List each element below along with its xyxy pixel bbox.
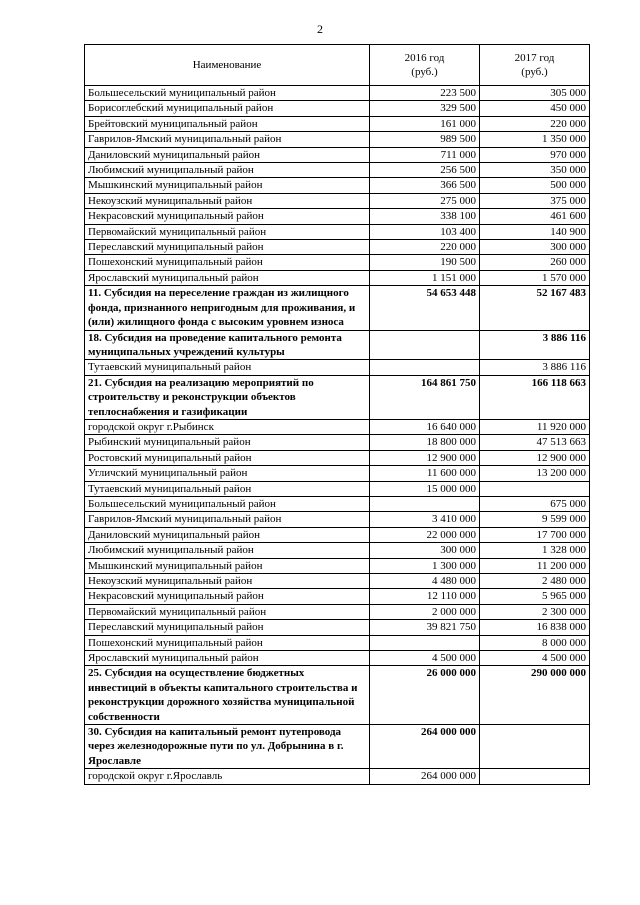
row-value-2016: 989 500: [370, 132, 480, 147]
table-row: [85, 435, 590, 450]
table-row: [85, 620, 590, 635]
row-name-cell: Любимский муниципальный район: [85, 543, 370, 558]
table-section-row: [85, 375, 590, 419]
table-row: [85, 558, 590, 573]
row-value-2017: 140 900: [480, 224, 590, 239]
table-row: [85, 132, 590, 147]
row-value-2017: 675 000: [480, 496, 590, 511]
row-name-cell: Некоузский муниципальный район: [85, 193, 370, 208]
column-header-2017-unit: (руб.): [521, 66, 548, 78]
row-value-2017: 12 900 000: [480, 450, 590, 465]
row-name-cell: 11. Субсидия на переселение граждан из жилищного фонда, признанного непригодным для проживания, и (или) жилищного фонда с высоким уровнем износа: [85, 286, 370, 330]
row-value-2017: [480, 481, 590, 496]
row-value-2016: 275 000: [370, 193, 480, 208]
row-name-cell: Любимский муниципальный район: [85, 163, 370, 178]
table-row: [85, 481, 590, 496]
row-value-2016: 223 500: [370, 86, 480, 101]
row-value-2017: 8 000 000: [480, 635, 590, 650]
row-name-cell: Ярославский муниципальный район: [85, 651, 370, 666]
row-value-2017: 2 300 000: [480, 604, 590, 619]
table-body: [85, 86, 590, 785]
column-header-2017: [480, 45, 590, 86]
row-value-2016: 16 640 000: [370, 419, 480, 434]
row-value-2017: 305 000: [480, 86, 590, 101]
table-row: [85, 496, 590, 511]
row-value-2017: 1 328 000: [480, 543, 590, 558]
row-name-cell: Мышкинский муниципальный район: [85, 178, 370, 193]
table-row: [85, 360, 590, 375]
row-name-cell: Гаврилов-Ямский муниципальный район: [85, 132, 370, 147]
table-row: [85, 604, 590, 619]
row-value-2016: 300 000: [370, 543, 480, 558]
table-section-row: [85, 666, 590, 725]
column-header-2016-year: 2016 год: [404, 51, 445, 64]
table-row: [85, 635, 590, 650]
row-value-2017: 166 118 663: [480, 375, 590, 419]
row-name-cell: Угличский муниципальный район: [85, 466, 370, 481]
row-value-2016: 103 400: [370, 224, 480, 239]
table-row: [85, 101, 590, 116]
table-row: [85, 769, 590, 784]
column-header-2016-unit: (руб.): [411, 66, 438, 78]
row-value-2016: [370, 496, 480, 511]
row-value-2017: 13 200 000: [480, 466, 590, 481]
row-value-2016: 39 821 750: [370, 620, 480, 635]
row-name-cell: 18. Субсидия на проведение капитального ремонта муниципальных учреждений культуры: [85, 330, 370, 360]
row-name-cell: 25. Субсидия на осуществление бюджетных инвестиций в объекты капитального строительства и реконструкции дорожного хозяйства муниципальной собственности: [85, 666, 370, 725]
column-header-2017-year: 2017 год: [514, 51, 555, 64]
row-name-cell: Тутаевский муниципальный район: [85, 481, 370, 496]
table-row: [85, 209, 590, 224]
row-name-cell: 21. Субсидия на реализацию мероприятий по строительству и реконструкции объектов теплоснабжения и газификации: [85, 375, 370, 419]
table-row: [85, 651, 590, 666]
row-name-cell: Большесельский муниципальный район: [85, 86, 370, 101]
table-row: [85, 116, 590, 131]
row-value-2016: 366 500: [370, 178, 480, 193]
row-name-cell: Даниловский муниципальный район: [85, 147, 370, 162]
row-value-2017: 11 920 000: [480, 419, 590, 434]
row-name-cell: Некоузский муниципальный район: [85, 574, 370, 589]
row-name-cell: Пошехонский муниципальный район: [85, 255, 370, 270]
row-value-2016: 15 000 000: [370, 481, 480, 496]
table-row: [85, 163, 590, 178]
row-value-2017: 375 000: [480, 193, 590, 208]
row-value-2016: 26 000 000: [370, 666, 480, 725]
row-value-2016: 161 000: [370, 116, 480, 131]
table-row: [85, 224, 590, 239]
row-value-2016: 338 100: [370, 209, 480, 224]
row-value-2017: 16 838 000: [480, 620, 590, 635]
row-value-2016: 12 900 000: [370, 450, 480, 465]
table-section-row: [85, 286, 590, 330]
table-row: [85, 527, 590, 542]
row-value-2016: 264 000 000: [370, 725, 480, 769]
table-row: [85, 419, 590, 434]
row-value-2017: 17 700 000: [480, 527, 590, 542]
table-row: [85, 178, 590, 193]
row-value-2016: [370, 635, 480, 650]
row-value-2017: 5 965 000: [480, 589, 590, 604]
table-row: [85, 240, 590, 255]
row-value-2016: 164 861 750: [370, 375, 480, 419]
row-name-cell: Первомайский муниципальный район: [85, 224, 370, 239]
row-value-2016: 12 110 000: [370, 589, 480, 604]
row-value-2017: 47 513 663: [480, 435, 590, 450]
table-row: [85, 574, 590, 589]
table-row: [85, 193, 590, 208]
row-name-cell: Переславский муниципальный район: [85, 620, 370, 635]
row-name-cell: Некрасовский муниципальный район: [85, 209, 370, 224]
row-value-2017: 9 599 000: [480, 512, 590, 527]
row-value-2017: [480, 725, 590, 769]
row-value-2016: 54 653 448: [370, 286, 480, 330]
row-name-cell: Пошехонский муниципальный район: [85, 635, 370, 650]
table-row: [85, 270, 590, 285]
row-name-cell: Первомайский муниципальный район: [85, 604, 370, 619]
row-name-cell: Некрасовский муниципальный район: [85, 589, 370, 604]
row-name-cell: Брейтовский муниципальный район: [85, 116, 370, 131]
row-value-2017: 2 480 000: [480, 574, 590, 589]
row-value-2017: 3 886 116: [480, 330, 590, 360]
table-section-row: [85, 725, 590, 769]
row-value-2017: [480, 769, 590, 784]
row-value-2017: 220 000: [480, 116, 590, 131]
row-value-2016: [370, 330, 480, 360]
row-name-cell: Ростовский муниципальный район: [85, 450, 370, 465]
row-value-2017: 450 000: [480, 101, 590, 116]
row-value-2017: 52 167 483: [480, 286, 590, 330]
row-value-2016: 1 300 000: [370, 558, 480, 573]
row-value-2016: 1 151 000: [370, 270, 480, 285]
row-name-cell: городской округ г.Рыбинск: [85, 419, 370, 434]
row-value-2016: 329 500: [370, 101, 480, 116]
row-value-2017: 500 000: [480, 178, 590, 193]
row-name-cell: Мышкинский муниципальный район: [85, 558, 370, 573]
row-value-2016: 4 500 000: [370, 651, 480, 666]
subsidy-table: [84, 44, 590, 785]
row-value-2016: 11 600 000: [370, 466, 480, 481]
row-value-2017: 260 000: [480, 255, 590, 270]
table-row: [85, 86, 590, 101]
row-value-2017: 1 350 000: [480, 132, 590, 147]
row-name-cell: Даниловский муниципальный район: [85, 527, 370, 542]
table-header-row: [85, 45, 590, 86]
row-name-cell: Большесельский муниципальный район: [85, 496, 370, 511]
row-value-2016: 256 500: [370, 163, 480, 178]
row-value-2016: 711 000: [370, 147, 480, 162]
table-row: [85, 512, 590, 527]
row-name-cell: Переславский муниципальный район: [85, 240, 370, 255]
table-row: [85, 255, 590, 270]
row-value-2017: 11 200 000: [480, 558, 590, 573]
row-value-2017: 461 600: [480, 209, 590, 224]
row-value-2017: 1 570 000: [480, 270, 590, 285]
row-value-2016: 22 000 000: [370, 527, 480, 542]
row-value-2017: 300 000: [480, 240, 590, 255]
row-value-2017: 970 000: [480, 147, 590, 162]
column-header-name: Наименование: [85, 45, 370, 86]
row-value-2016: 190 500: [370, 255, 480, 270]
table-row: [85, 466, 590, 481]
row-value-2016: 18 800 000: [370, 435, 480, 450]
table-row: [85, 543, 590, 558]
table-section-row: [85, 330, 590, 360]
row-name-cell: Рыбинский муниципальный район: [85, 435, 370, 450]
column-header-2016: [370, 45, 480, 86]
page-number: 2: [317, 22, 323, 36]
row-value-2016: 264 000 000: [370, 769, 480, 784]
row-name-cell: Борисоглебский муниципальный район: [85, 101, 370, 116]
table-row: [85, 450, 590, 465]
table-row: [85, 589, 590, 604]
row-value-2016: 220 000: [370, 240, 480, 255]
row-value-2017: 350 000: [480, 163, 590, 178]
row-name-cell: городской округ г.Ярославль: [85, 769, 370, 784]
row-name-cell: 30. Субсидия на капитальный ремонт путепровода через железнодорожные пути по ул. Добрынина в г. Ярославле: [85, 725, 370, 769]
row-value-2017: 3 886 116: [480, 360, 590, 375]
row-value-2017: 290 000 000: [480, 666, 590, 725]
row-value-2016: 2 000 000: [370, 604, 480, 619]
row-value-2017: 4 500 000: [480, 651, 590, 666]
row-name-cell: Тутаевский муниципальный район: [85, 360, 370, 375]
row-name-cell: Гаврилов-Ямский муниципальный район: [85, 512, 370, 527]
row-name-cell: Ярославский муниципальный район: [85, 270, 370, 285]
table-row: [85, 147, 590, 162]
row-value-2016: 3 410 000: [370, 512, 480, 527]
row-value-2016: 4 480 000: [370, 574, 480, 589]
row-value-2016: [370, 360, 480, 375]
